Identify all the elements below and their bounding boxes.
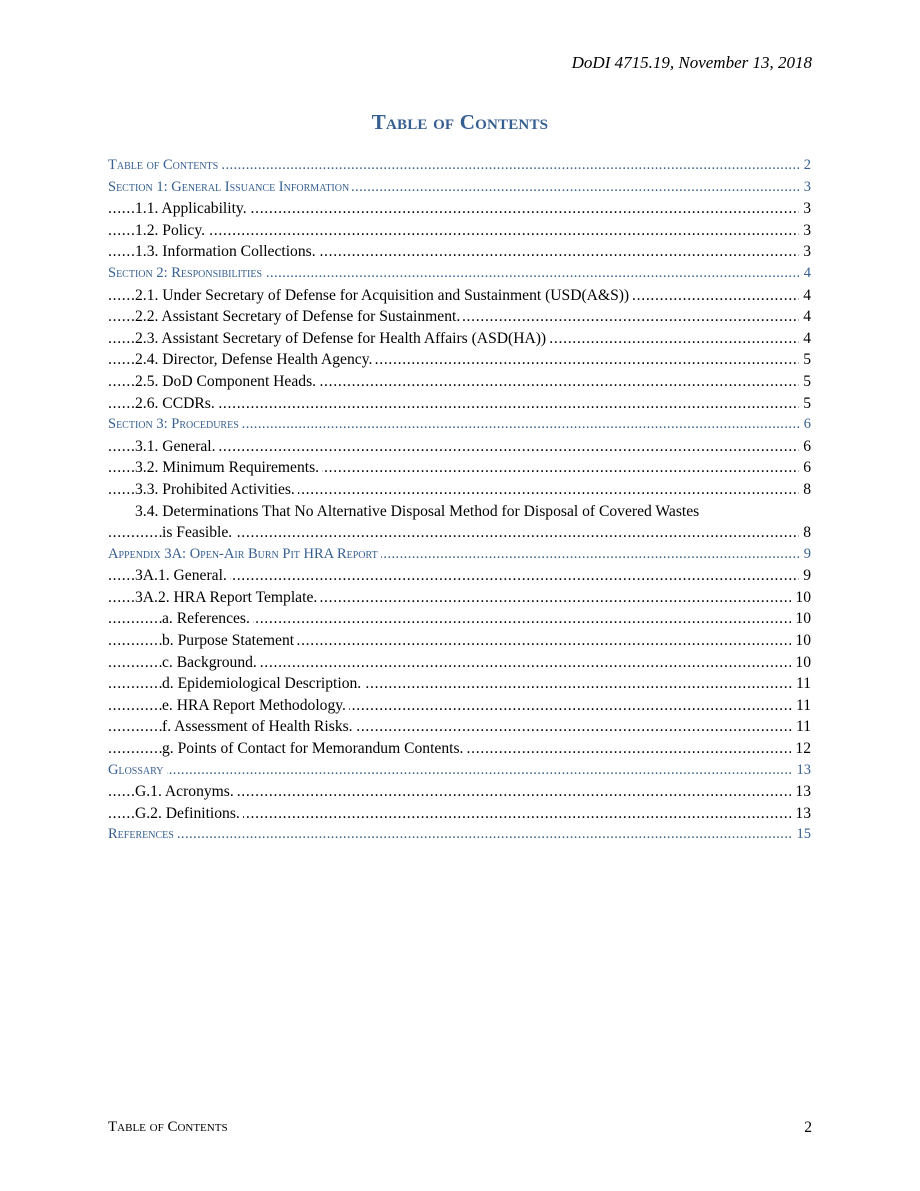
toc-entry-page: 3 [799,241,811,263]
toc-entry-title: 1.2. Policy. [135,222,208,239]
toc-entry-page: 6 [799,436,811,458]
toc-entry[interactable] [108,241,811,263]
toc-entry[interactable] [108,328,811,350]
toc-entry-page: 10 [791,608,811,630]
toc-entry[interactable] [108,501,811,523]
toc-entry-page: 10 [791,652,811,674]
toc-entry-page: 6 [799,457,811,479]
toc-entry-page: 11 [792,716,811,738]
toc-entry-title: d. Epidemiological Description. [162,675,364,692]
toc-entry-title: 2.6. CCDRs. [135,395,218,412]
toc-entry-title: Appendix 3A: Open-Air Burn Pit HRA Report [108,546,381,562]
toc-entry-page: 4 [800,263,811,285]
toc-entry[interactable] [108,565,811,587]
toc-entry-title: 3A.2. HRA Report Template. [135,589,320,606]
toc-section-entry[interactable] [108,544,811,566]
toc-entry[interactable] [108,371,811,393]
toc-entry[interactable] [108,781,811,803]
toc-entry[interactable] [108,393,811,415]
toc-entry[interactable] [108,306,811,328]
dot-leader [108,760,811,782]
toc-entry-title: Table of Contents [108,157,221,173]
toc-entry-page: 13 [791,803,811,825]
toc-entry-page: 13 [791,781,811,803]
toc-entry-page: 13 [793,760,812,782]
toc-entry[interactable] [108,587,811,609]
toc-entry-title: f. Assessment of Health Risks. [162,718,356,735]
toc-entry-page: 12 [791,738,811,760]
dot-leader [108,824,811,846]
toc-entry-page: 4 [799,306,811,328]
toc-entry-title: 2.2. Assistant Secretary of Defense for Sustainment. [135,308,463,325]
toc-entry-title: 1.1. Applicability. [135,200,250,217]
toc-entry-title: is Feasible. [162,524,235,541]
toc-entry-title: c. Background. [162,654,260,671]
dot-leader [108,220,811,242]
toc-entry-page: 11 [792,673,811,695]
toc-section-entry[interactable] [108,155,811,177]
toc-entry-title: G.2. Definitions. [135,805,243,822]
toc-entry-page: 6 [800,414,811,436]
toc-entry[interactable] [108,673,811,695]
toc-entry-page: 8 [799,522,811,544]
toc-entry-title: 3.2. Minimum Requirements. [135,459,322,476]
toc-section-entry[interactable] [108,414,811,436]
toc-entry-page: 8 [799,479,811,501]
toc-entry-title: g. Points of Contact for Memorandum Contents. [162,740,466,757]
toc-entry-page: 9 [799,565,811,587]
toc-entry-page: 9 [800,544,811,566]
page-title: Table of Contents [371,110,549,134]
toc-entry-page: 4 [799,285,811,307]
toc-entry-title: 3.3. Prohibited Activities. [135,481,298,498]
toc-section-entry[interactable] [108,824,811,846]
toc-entry[interactable] [108,457,811,479]
toc-entry[interactable] [108,522,811,544]
table-of-contents [108,155,811,846]
toc-entry-title: 2.5. DoD Component Heads. [135,373,319,390]
toc-entry-title: References [108,826,177,842]
toc-entry[interactable] [108,198,811,220]
toc-section-entry[interactable] [108,760,811,782]
toc-entry-title: 3.4. Determinations That No Alternative Disposal Method for Disposal of Covered Wastes [135,503,702,520]
toc-entry[interactable] [108,695,811,717]
toc-entry-title: b. Purpose Statement [162,632,297,649]
toc-entry-page: 3 [799,220,811,242]
toc-entry[interactable] [108,652,811,674]
toc-entry-page: 3 [800,177,811,199]
toc-entry[interactable] [108,738,811,760]
toc-entry-title: 2.1. Under Secretary of Defense for Acquisition and Sustainment (USD(A&S)) [135,287,632,304]
toc-entry-page: 5 [799,393,811,415]
toc-entry[interactable] [108,436,811,458]
toc-entry[interactable] [108,285,811,307]
toc-entry-title: a. References. [162,610,253,627]
toc-entry-page: 15 [793,824,812,846]
toc-entry-page: 5 [799,349,811,371]
toc-entry-title: 2.4. Director, Defense Health Agency. [135,351,375,368]
toc-entry[interactable] [108,803,811,825]
toc-entry-title: 3A.1. General. [135,567,230,584]
footer-section-label: Table of Contents [108,1119,228,1135]
toc-entry-title: 3.1. General. [135,438,219,455]
toc-entry-page: 10 [791,630,811,652]
toc-entry-page: 11 [792,695,811,717]
toc-entry-page: 5 [799,371,811,393]
toc-entry-title: 2.3. Assistant Secretary of Defense for Health Affairs (ASD(HA)) [135,330,549,347]
toc-entry-title: Glossary [108,762,167,778]
toc-entry[interactable] [108,220,811,242]
document-reference: DoDI 4715.19, November 13, 2018 [571,53,812,72]
toc-entry-page: 4 [799,328,811,350]
toc-entry-title: Section 2: Responsibilities [108,265,265,281]
toc-entry[interactable] [108,630,811,652]
toc-section-entry[interactable] [108,177,811,199]
toc-entry-page: 2 [800,155,811,177]
toc-entry-title: e. HRA Report Methodology. [162,697,349,714]
toc-entry-title: Section 1: General Issuance Information [108,179,352,195]
toc-entry[interactable] [108,716,811,738]
toc-entry[interactable] [108,608,811,630]
toc-section-entry[interactable] [108,263,811,285]
toc-entry-title: Section 3: Procedures [108,416,242,432]
toc-entry[interactable] [108,479,811,501]
toc-entry-title: 1.3. Information Collections. [135,243,319,260]
toc-entry-page: 10 [791,587,811,609]
toc-entry[interactable] [108,349,811,371]
footer-page-number: 2 [804,1119,812,1136]
toc-entry-page: 3 [799,198,811,220]
toc-entry-title: G.1. Acronyms. [135,783,237,800]
